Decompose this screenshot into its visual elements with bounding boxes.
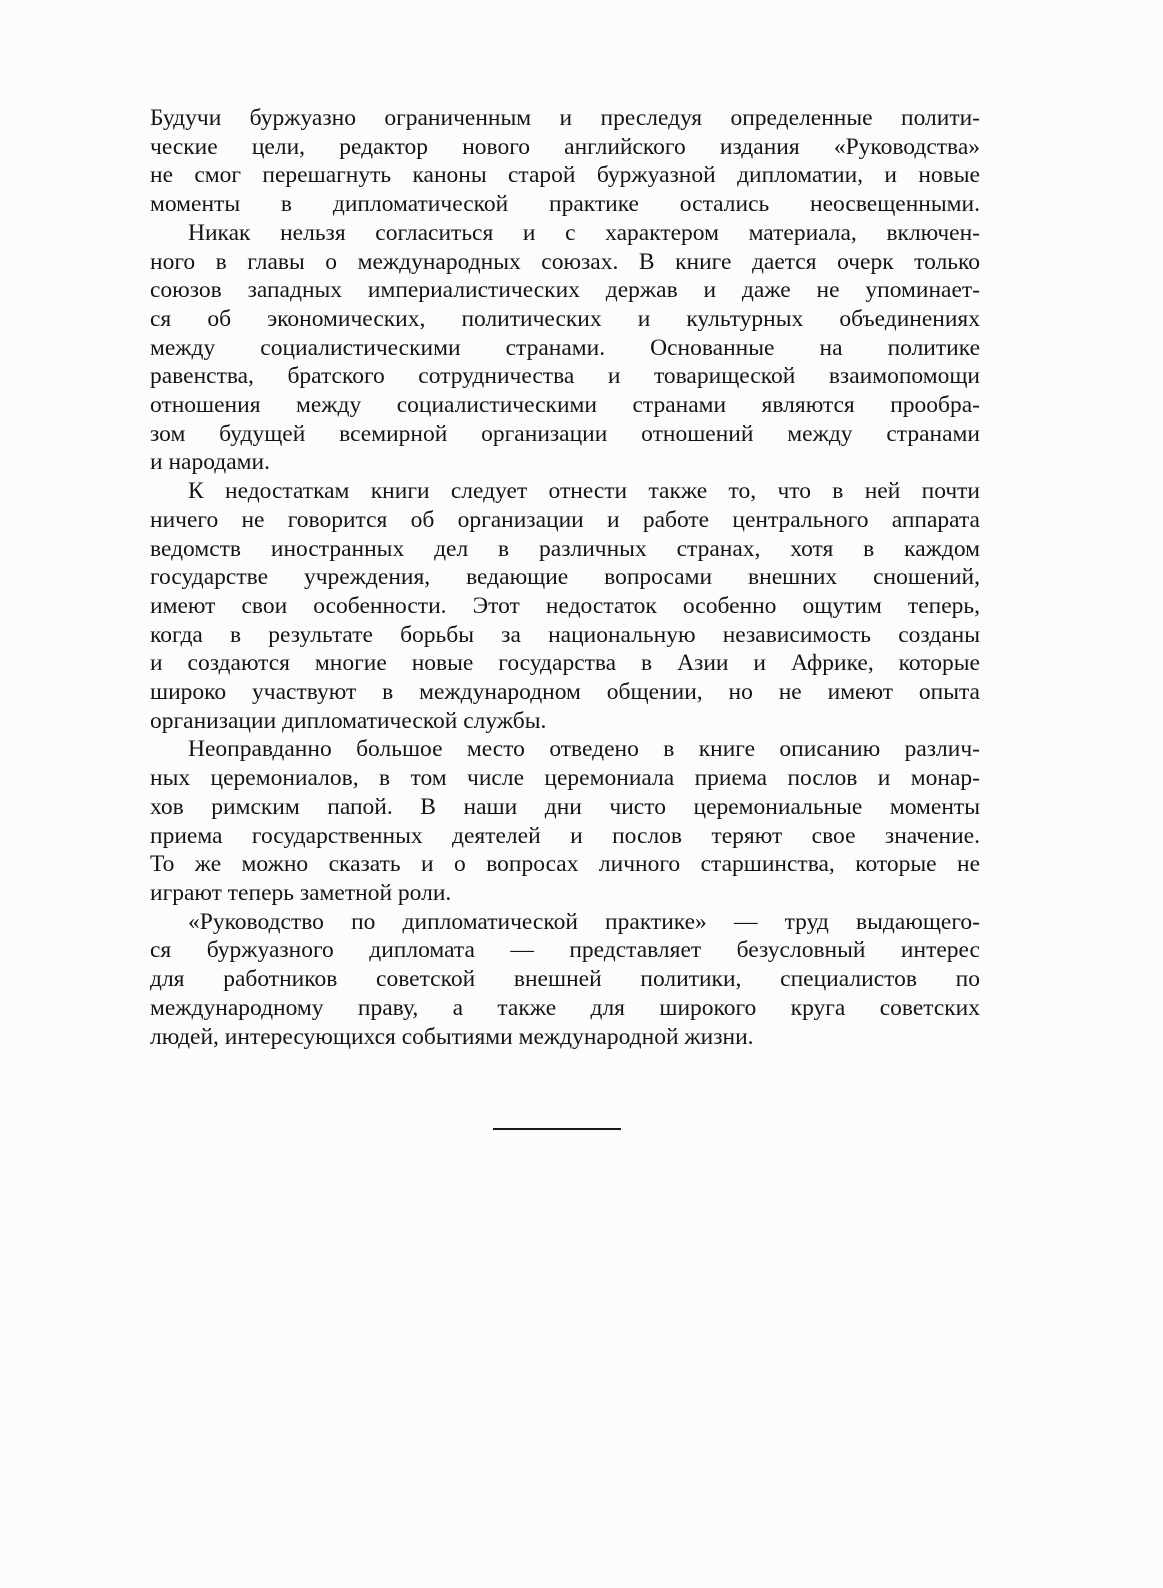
text-line: приема государственных деятелей и послов теряют свое значение. bbox=[150, 822, 980, 849]
text-line: не смог перешагнуть каноны старой буржуазной дипломатии, и новые bbox=[150, 162, 980, 189]
text-line: играют теперь заметной роли. bbox=[150, 879, 452, 906]
paragraph-1 bbox=[150, 104, 980, 219]
text-line: ного в главы о международных союзах. В книге дается очерк только bbox=[150, 248, 980, 275]
text-line: для работников советской внешней политики, специалистов по bbox=[150, 966, 980, 993]
text-line: имеют свои особенности. Этот недостаток особенно ощутим теперь, bbox=[150, 592, 980, 619]
text-line: ничего не говорится об организации и работе центрального аппарата bbox=[150, 506, 980, 533]
text-line: международному праву, а также для широкого круга советских bbox=[150, 994, 980, 1021]
text-line: и создаются многие новые государства в Азии и Африке, которые bbox=[150, 650, 980, 677]
text-line: Будучи буржуазно ограниченным и преследуя определенные полити- bbox=[150, 105, 980, 131]
text-line: государстве учреждения, ведающие вопросами внешних сношений, bbox=[150, 564, 980, 591]
text-line: организации дипломатической службы. bbox=[150, 707, 547, 734]
paragraph-2 bbox=[150, 219, 980, 477]
text-line: К недостаткам книги следует отнести также то, что в ней почти bbox=[188, 478, 980, 505]
text-line: ся буржуазного дипломата — представляет безусловный интерес bbox=[150, 937, 980, 964]
text-line: ведомств иностранных дел в различных странах, хотя в каждом bbox=[150, 535, 980, 562]
text-line: и народами. bbox=[150, 449, 270, 476]
text-line: Неоправданно большое место отведено в книге описанию различ- bbox=[188, 736, 980, 763]
text-line: отношения между социалистическими странами являются прообра- bbox=[150, 392, 980, 419]
paragraph-3 bbox=[150, 477, 980, 735]
paragraph-5 bbox=[150, 908, 980, 1052]
body-text bbox=[150, 104, 980, 1051]
text-line: Никак нельзя согласиться и с характером материала, включен- bbox=[188, 219, 980, 246]
text-line: союзов западных империалистических держав и даже не упоминает- bbox=[150, 277, 980, 304]
text-line: «Руководство по дипломатической практике» — труд выдающего- bbox=[188, 908, 980, 935]
section-end-rule bbox=[493, 1128, 621, 1130]
text-line: моменты в дипломатической практике остались неосвещенными. bbox=[150, 191, 980, 218]
text-line: равенства, братского сотрудничества и товарищеской взаимопомощи bbox=[150, 363, 980, 390]
paragraph-4 bbox=[150, 735, 980, 907]
text-line: ся об экономических, политических и культурных объединениях bbox=[150, 305, 980, 332]
text-line: хов римским папой. В наши дни чисто церемониальные моменты bbox=[150, 793, 980, 820]
text-line: То же можно сказать и о вопросах личного старшинства, которые не bbox=[150, 851, 980, 878]
text-line: людей, интересующихся событиями международной жизни. bbox=[150, 1023, 754, 1050]
text-line: широко участвуют в международном общении, но не имеют опыта bbox=[150, 679, 980, 706]
text-line: когда в результате борьбы за национальную независимость созданы bbox=[150, 621, 980, 648]
text-line: ческие цели, редактор нового английского издания «Руководства» bbox=[150, 133, 980, 160]
text-line: ных церемониалов, в том числе церемониала приема послов и монар- bbox=[150, 765, 980, 792]
text-line: между социалистическими странами. Основанные на политике bbox=[150, 334, 980, 361]
text-line: зом будущей всемирной организации отношений между странами bbox=[150, 420, 980, 447]
